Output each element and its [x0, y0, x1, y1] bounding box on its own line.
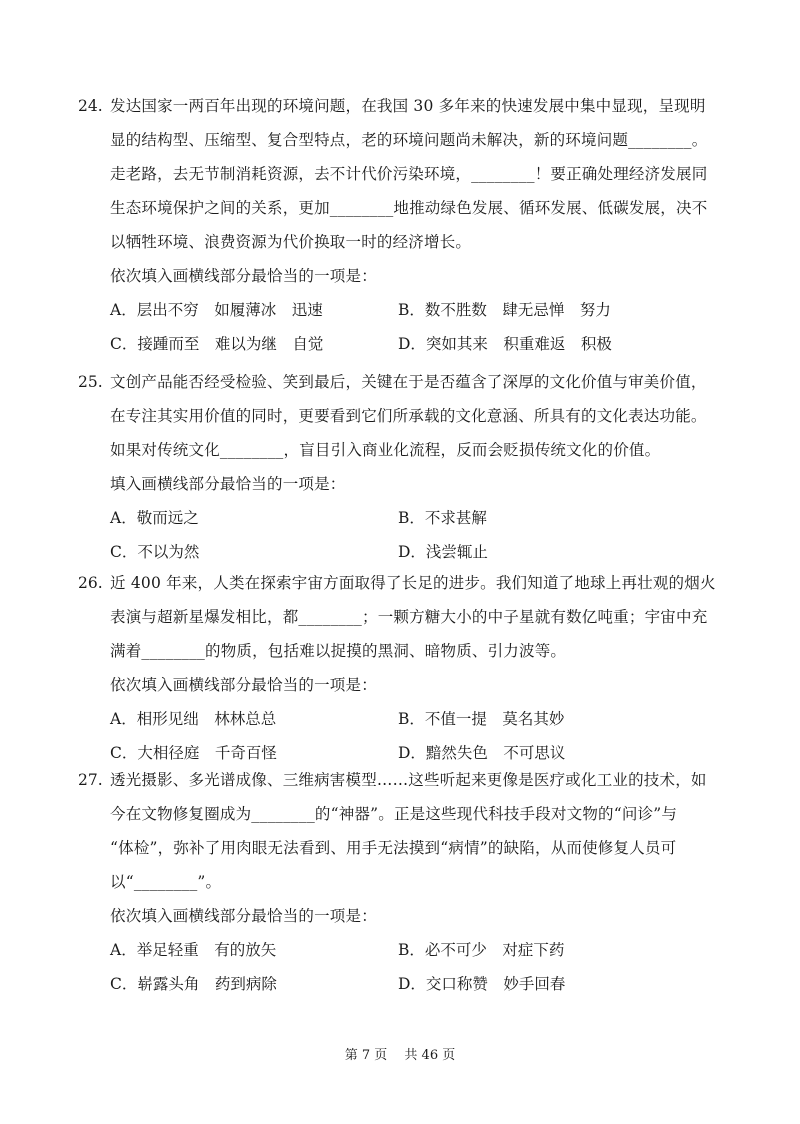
option-c: C．不以为然: [110, 543, 200, 561]
question-text-line: 透光摄影、多光谱成像、三维病害模型……这些听起来更像是医疗或化工业的技术，如: [110, 771, 707, 789]
question-number: 27.: [78, 771, 103, 789]
option-a: A．相形见绌 林林总总: [110, 710, 277, 728]
question-text-line: 显的结构型、压缩型、复合型特点，老的环境问题尚未解决，新的环境问题________。: [110, 131, 708, 149]
question-text-line: 以牺牲环境、浪费资源为代价换取一时的经济增长。: [110, 233, 472, 251]
question-26: [78, 566, 738, 770]
question-text-line: 生态环境保护之间的关系，更加________地推动绿色发展、循环发展、低碳发展，决不: [110, 199, 708, 217]
question-text-line: 文创产品能否经受检验、笑到最后，关键在于是否蕴含了深厚的文化价值与审美价值，: [110, 373, 707, 391]
option-b: B．不值一提 莫名其妙: [398, 710, 565, 728]
question-instruction: 依次填入画横线部分最恰当的一项是：: [110, 907, 377, 925]
question-number: 26.: [78, 574, 103, 592]
question-text-line: 近 400 年来，人类在探索宇宙方面取得了长足的进步。我们知道了地球上再壮观的烟火: [110, 574, 716, 592]
question-text-line: “体检”，弥补了用肉眼无法看到、用手无法摸到“病情”的缺陷，从而使修复人员可: [110, 839, 677, 857]
question-text-line: 满着________的物质，包括难以捉摸的黑洞、暗物质、引力波等。: [110, 642, 567, 660]
question-text-line: 今在文物修复圈成为________的“神器”。正是这些现代科技手段对文物的“问诊”与: [110, 805, 678, 823]
question-number: 25.: [78, 373, 103, 391]
option-b: B．不求甚解: [398, 509, 487, 527]
question-text-line: 在专注其实用价值的同时，更要看到它们所承载的文化意涵、所具有的文化表达功能。: [110, 407, 707, 425]
question-instruction: 依次填入画横线部分最恰当的一项是：: [110, 676, 377, 694]
question-25: [78, 365, 738, 569]
question-text-line: 以“________”。: [110, 873, 222, 891]
option-c: C．接踵而至 难以为继 自觉: [110, 335, 324, 353]
option-row: [78, 501, 738, 535]
option-d: D．交口称赞 妙手回春: [398, 975, 566, 993]
option-c: C．崭露头角 药到病除: [110, 975, 277, 993]
option-d: D．浅尝辄止: [398, 543, 488, 561]
option-row: [78, 702, 738, 736]
question-number: 24.: [78, 97, 103, 115]
option-row: [78, 327, 738, 361]
option-a: A．敬而远之: [110, 509, 199, 527]
option-row: [78, 967, 738, 1001]
question-text-line: 走老路，去无节制消耗资源，去不计代价污染环境，________！要正确处理经济发展同: [110, 165, 708, 183]
option-c: C．大相径庭 千奇百怪: [110, 744, 277, 762]
option-d: D．黯然失色 不可思议: [398, 744, 566, 762]
option-b: B．必不可少 对症下药: [398, 941, 565, 959]
question-27: [78, 763, 738, 1001]
question-text-line: 发达国家一两百年出现的环境问题，在我国 30 多年来的快速发展中集中显现，呈现明: [110, 97, 706, 115]
option-a: A．举足轻重 有的放矢: [110, 941, 277, 959]
option-row: [78, 933, 738, 967]
question-instruction: 依次填入画横线部分最恰当的一项是：: [110, 267, 377, 285]
question-text-line: 如果对传统文化________，盲目引入商业化流程，反而会贬损传统文化的价值。: [110, 441, 661, 459]
question-instruction: 填入画横线部分最恰当的一项是：: [110, 475, 346, 493]
option-b: B．数不胜数 肆无忌惮 努力: [398, 301, 611, 319]
option-row: [78, 535, 738, 569]
question-text-line: 表演与超新星爆发相比，都________；一颗方糖大小的中子星就有数亿吨重；宇宙中充: [110, 608, 708, 626]
option-a: A．层出不穷 如履薄冰 迅速: [110, 301, 323, 319]
question-24: [78, 89, 738, 361]
option-d: D．突如其来 积重难返 积极: [398, 335, 612, 353]
page-footer: 第 7 页 共 46 页: [344, 1048, 456, 1063]
option-row: [78, 293, 738, 327]
